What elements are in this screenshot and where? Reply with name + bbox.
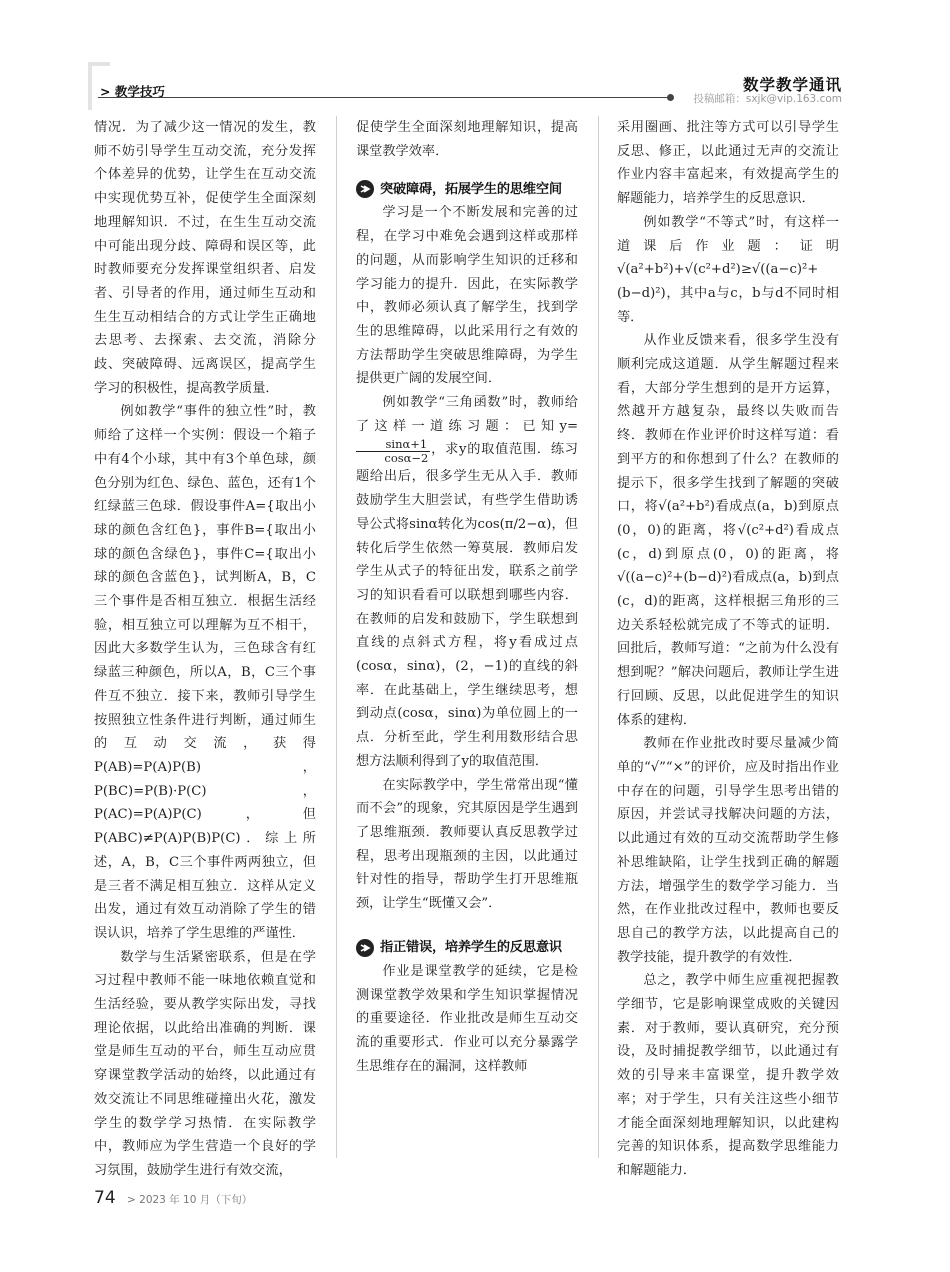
- column-middle: [356, 116, 578, 1078]
- issue-date: > 2023 年 10 月（下旬）: [127, 1194, 253, 1206]
- paragraph: 教师在作业批改时要尽量减少简单的“√”“×”的评价，应及时指出作业中存在的问题，引导学生思考出错的原因，并尝试寻找解决问题的方法，以此通过有效的互动交流帮助学生修补思维缺陷，让学生找到正确的解题方法，增强学生的数学学习能力．当然，在作业批改过程中，教师也要反思自己的教学方法，以此提高自己的教学技能，提升教学的有效性．: [617, 736, 839, 965]
- header-rule-dot: [667, 94, 674, 101]
- column-divider: [336, 116, 337, 1158]
- column-left: [94, 116, 316, 1183]
- paragraph: 数学与生活紧密联系，但是在学习过程中教师不能一味地依赖直觉和生活经验，要从教学实际出发，寻找理论依据，以此给出准确的判断．课堂是师生互动的平台，师生互动应贯穿课堂教学活动的始终，以此通过有效交流让不同思维碰撞出火花，激发学生的数学学习热情．在实际教学中，教师应为学生营造一个良好的学习氛围，鼓励学生进行有效交流，: [94, 949, 316, 1178]
- paragraph: 作业是课堂教学的延续，它是检测课堂教学效果和学生知识掌握情况的重要途径．作业批改是师生互动交流的重要形式．作业可以充分暴露学生思维存在的漏洞，这样教师: [356, 963, 578, 1074]
- section-heading-text: 突破障碍，拓展学生的思维空间: [380, 181, 562, 197]
- section-heading: [356, 936, 578, 960]
- page-number: 74: [94, 1188, 116, 1208]
- paragraph: 总之，教学中师生应重视把握教学细节，它是影响课堂成败的关键因素．对于教师，要认真研究，充分预设，及时捕捉教学细节，以此通过有效的引导来丰富课堂，提升教学效率；对于学生，只有关注这些小细节才能全面深刻地理解知识，以此建构完善的知识体系，提高数学思维能力和解题能力．: [617, 973, 839, 1178]
- paragraph: 从作业反馈来看，很多学生没有顺利完成这道题．从学生解题过程来看，大部分学生想到的是开方运算，然越开方越复杂，最终以失败而告终．教师在作业评价时这样写道：看到平方的和你想到了什么？在教师的提示下，很多学生找到了解题的突破口，将√(a²+b²)看成点(a，b)到原点(0，0)的距离，将√(c²+d²)看成点(c，d)到原点(0，0)的距离，将√((a−c)²+(b−d)²)看成点(a，b)到点(c，d)的距离，这样根据三角形的三边关系轻松就完成了不等式的证明．回批后，教师写道：“之前为什么没有想到呢？”解决问题后，教师让学生进行回顾、反思，以此促进学生的知识体系的建构．: [617, 333, 839, 728]
- paragraph: 学习是一个不断发展和完善的过程，在学习中难免会遇到这样或那样的问题，从而影响学生知识的迁移和学习能力的提升．因此，在实际教学中，教师必须认真了解学生，找到学生的思维障碍，以此采用行之有效的方法帮助学生突破思维障碍，为学生提供更广阔的发展空间．: [356, 205, 578, 387]
- arrow-circle-icon: [356, 939, 374, 957]
- fraction-numerator: sinα+1: [356, 438, 430, 452]
- paragraph: 促使学生全面深刻地理解知识，提高课堂教学效率．: [356, 120, 578, 159]
- text-run: ，求y的取值范围．练习题给出后，很多学生无从入手．教师鼓励学生大胆尝试，有些学生借助诱导公式将sinα转化为cos(π/2−α)，但转化后学生依然一筹莫展．教师启发学生从式子的特征出发，联系之前学习的知识看看可以联想到哪些内容．在教师的启发和鼓励下，学生联想到直线的点斜式方程，将y看成过点(cosα，sinα)，(2，−1)的直线的斜率．在此基础上，学生继续思考，想到动点(cosα，sinα)为单位圆上的一点．分析至此，学生利用数形结合思想方法顺利得到了y的取值范围．: [356, 442, 578, 769]
- paragraph: 例如教学“事件的独立性”时，教师给了这样一个实例：假设一个箱子中有4个小球，其中有3个单色球，颜色分别为红色、绿色、蓝色，还有1个红绿蓝三色球．假设事件A={取出小球的颜色含红色}，事件B={取出小球的颜色含绿色}，事件C={取出小球的颜色含蓝色}，试判断A，B，C三个事件是否相互独立．根据生活经验，相互独立可以理解为互不相干，因此大多数学生认为，三色球含有红绿蓝三种颜色，所以A，B，C三个事件互不独立．接下来，教师引导学生按照独立性条件进行判断，通过师生的互动交流，获得P(AB)=P(A)P(B)，P(BC)=P(B)·P(C)，P(AC)=P(A)P(C)，但P(ABC)≠P(A)P(B)P(C)．综上所述，A，B，C三个事件两两独立，但是三者不满足相互独立．这样从定义出发，通过有效互动消除了学生的错误认识，培养了学生思维的严谨性．: [94, 404, 316, 941]
- paragraph: 情况．为了减少这一情况的发生，教师不妨引导学生互动交流，充分发挥个体差异的优势，让学生在互动交流中实现优势互补，促使学生全面深刻地理解知识．不过，在生生互动交流中可能出现分歧、障碍和误区等，此时教师要充分发挥课堂组织者、启发者、引导者的作用，通过师生互动和生生互动相结合的方式让学生正确地去思考、去探索、去交流，消除分歧、突破障碍、远离误区，提高学生学习的积极性，提高教学质量．: [94, 120, 316, 396]
- text-run: 例如教学“三角函数”时，教师给了这样一道练习题：已知y=: [356, 395, 578, 434]
- paragraph: 在实际教学中，学生常常出现“懂而不会”的现象，究其原因是学生遇到了思维瓶颈．教师要认真反思教学过程，思考出现瓶颈的主因，以此通过针对性的指导，帮助学生打开思维瓶颈，让学生“既懂又会”．: [356, 777, 578, 912]
- column-divider: [598, 116, 599, 1158]
- section-heading: [356, 177, 578, 201]
- fraction-denominator: cosα−2: [384, 451, 429, 466]
- paragraph: 例如教学“不等式”时，有这样一道课后作业题：证明√(a²+b²)+√(c²+d²)≥√((a−c)²+(b−d)²)，其中a与c，b与d不同时相等．: [617, 214, 839, 325]
- section-heading-text: 指正错误，培养学生的反思意识: [380, 939, 562, 955]
- journal-title: 数学教学通讯: [742, 76, 842, 94]
- header-rule: [98, 97, 670, 98]
- journal-email: 投稿邮箱：sxjk@vip.163.com: [693, 93, 842, 105]
- paragraph: 采用圈画、批注等方式可以引导学生反思、修正，以此通过无声的交流让作业内容丰富起来，有效提高学生的解题能力，培养学生的反思意识．: [617, 120, 839, 207]
- fraction: [356, 438, 430, 465]
- section-tag: > 教学技巧: [100, 84, 165, 99]
- paragraph: [356, 391, 578, 774]
- column-right: [617, 116, 839, 1183]
- arrow-circle-icon: [356, 180, 374, 198]
